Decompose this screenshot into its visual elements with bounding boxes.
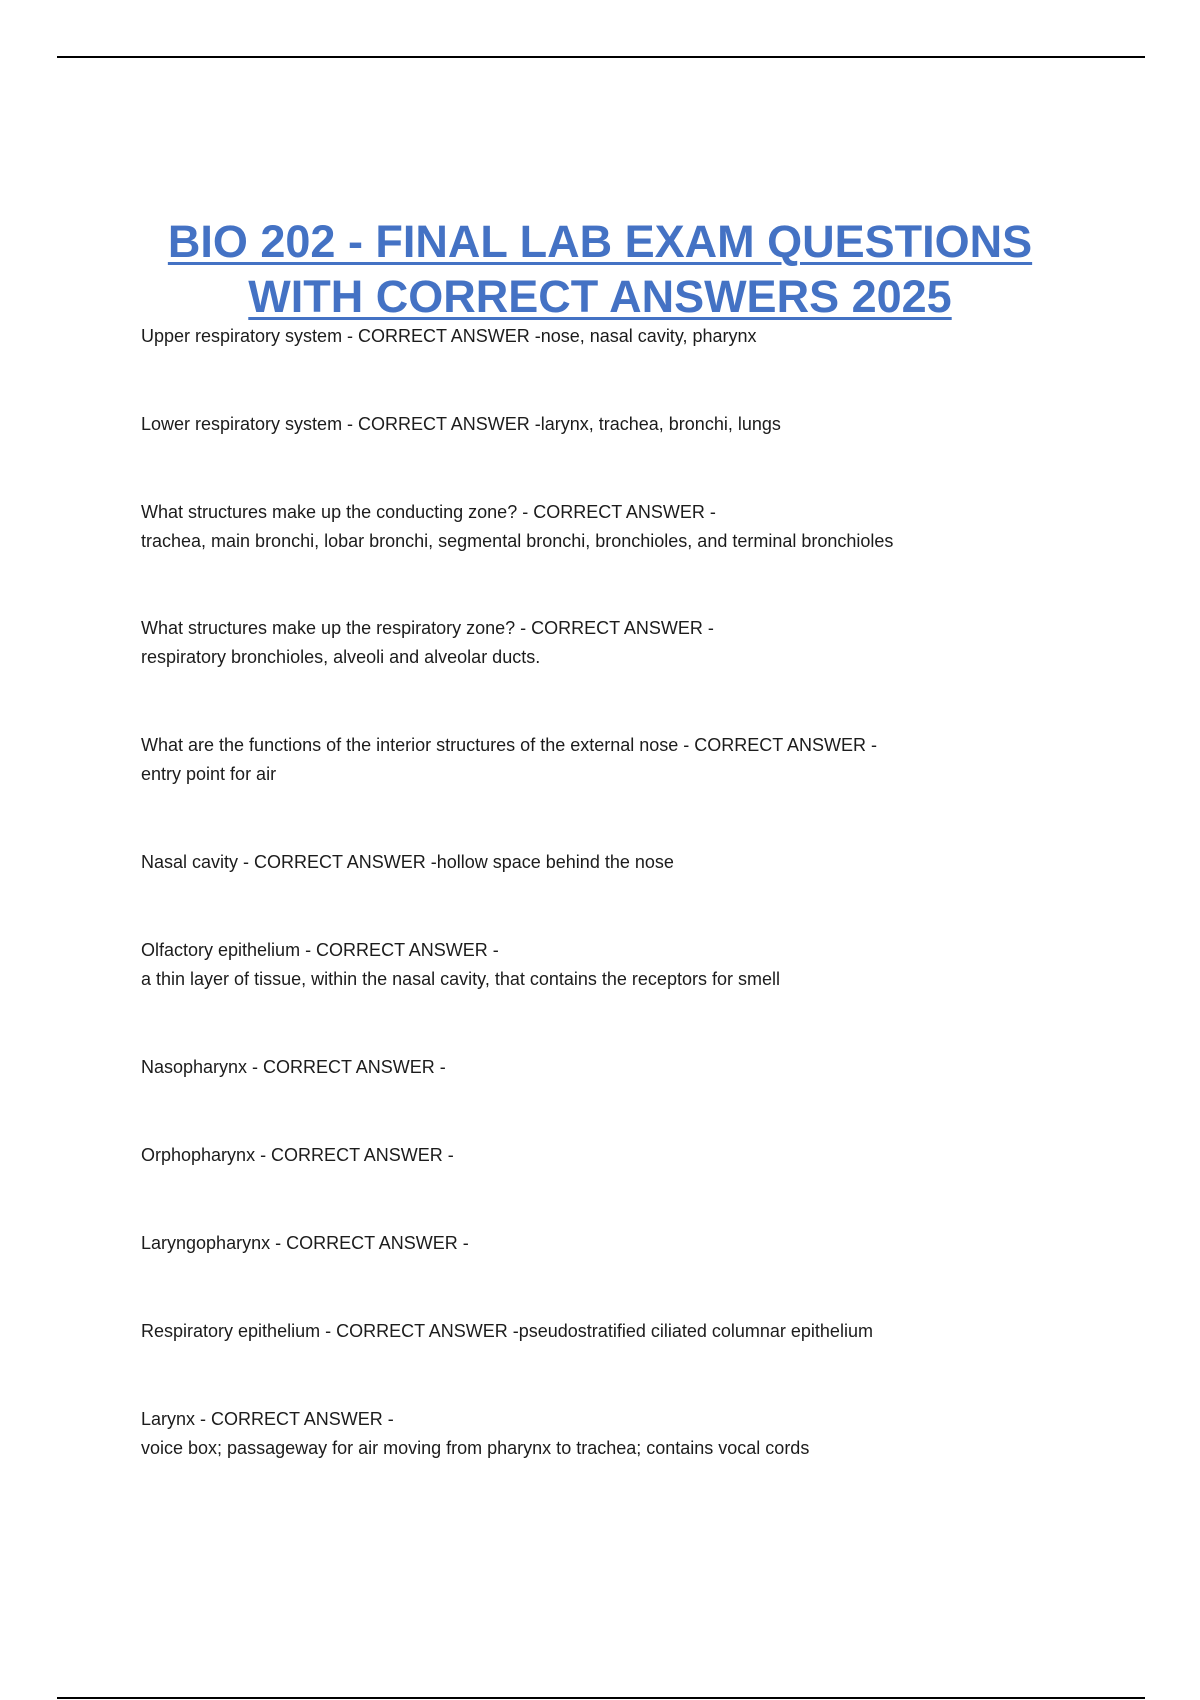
qa-item-orphopharynx	[141, 1141, 1101, 1170]
qa-question: Laryngopharynx - CORRECT ANSWER -	[141, 1233, 469, 1253]
header-rule	[57, 56, 1145, 58]
qa-item-external-nose	[141, 731, 1101, 789]
qa-item-laryngopharynx	[141, 1229, 1101, 1258]
qa-question: What structures make up the conducting zone? - CORRECT ANSWER -	[141, 502, 716, 522]
title-line-1: BIO 202 - FINAL LAB EXAM QUESTIONS	[167, 216, 1033, 267]
qa-item-lower-respiratory	[141, 410, 1101, 439]
qa-question: Larynx - CORRECT ANSWER -	[141, 1409, 394, 1429]
qa-item-larynx	[141, 1405, 1101, 1463]
footer-rule	[57, 1697, 1145, 1699]
qa-item-nasal-cavity	[141, 848, 1101, 877]
qa-question: Nasopharynx - CORRECT ANSWER -	[141, 1057, 446, 1077]
qa-answer: entry point for air	[141, 764, 277, 784]
qa-question: Lower respiratory system - CORRECT ANSWER -larynx, trachea, bronchi, lungs	[141, 414, 781, 434]
qa-item-conducting-zone	[141, 498, 1101, 556]
qa-item-respiratory-epithelium	[141, 1317, 1101, 1346]
qa-question: Upper respiratory system - CORRECT ANSWER -nose, nasal cavity, pharynx	[141, 326, 757, 346]
document-title	[100, 214, 1100, 324]
qa-item-olfactory-epithelium	[141, 936, 1101, 994]
qa-answer: voice box; passageway for air moving from pharynx to trachea; contains vocal cords	[141, 1438, 810, 1458]
qa-item-nasopharynx	[141, 1053, 1101, 1082]
qa-question: What are the functions of the interior structures of the external nose - CORRECT ANSWER -	[141, 735, 877, 755]
qa-answer: respiratory bronchioles, alveoli and alveolar ducts.	[141, 647, 541, 667]
qa-question: Olfactory epithelium - CORRECT ANSWER -	[141, 940, 499, 960]
qa-question: What structures make up the respiratory zone? - CORRECT ANSWER -	[141, 618, 714, 638]
qa-question: Orphopharynx - CORRECT ANSWER -	[141, 1145, 454, 1165]
qa-item-upper-respiratory	[141, 322, 1101, 351]
qa-item-respiratory-zone	[141, 614, 1101, 672]
qa-question: Respiratory epithelium - CORRECT ANSWER -pseudostratified ciliated columnar epithelium	[141, 1321, 873, 1341]
qa-question: Nasal cavity - CORRECT ANSWER -hollow space behind the nose	[141, 852, 674, 872]
title-line-2: WITH CORRECT ANSWERS 2025	[248, 271, 952, 322]
qa-answer: a thin layer of tissue, within the nasal cavity, that contains the receptors for smell	[141, 969, 780, 989]
qa-answer: trachea, main bronchi, lobar bronchi, segmental bronchi, bronchioles, and terminal bronchioles	[141, 531, 894, 551]
